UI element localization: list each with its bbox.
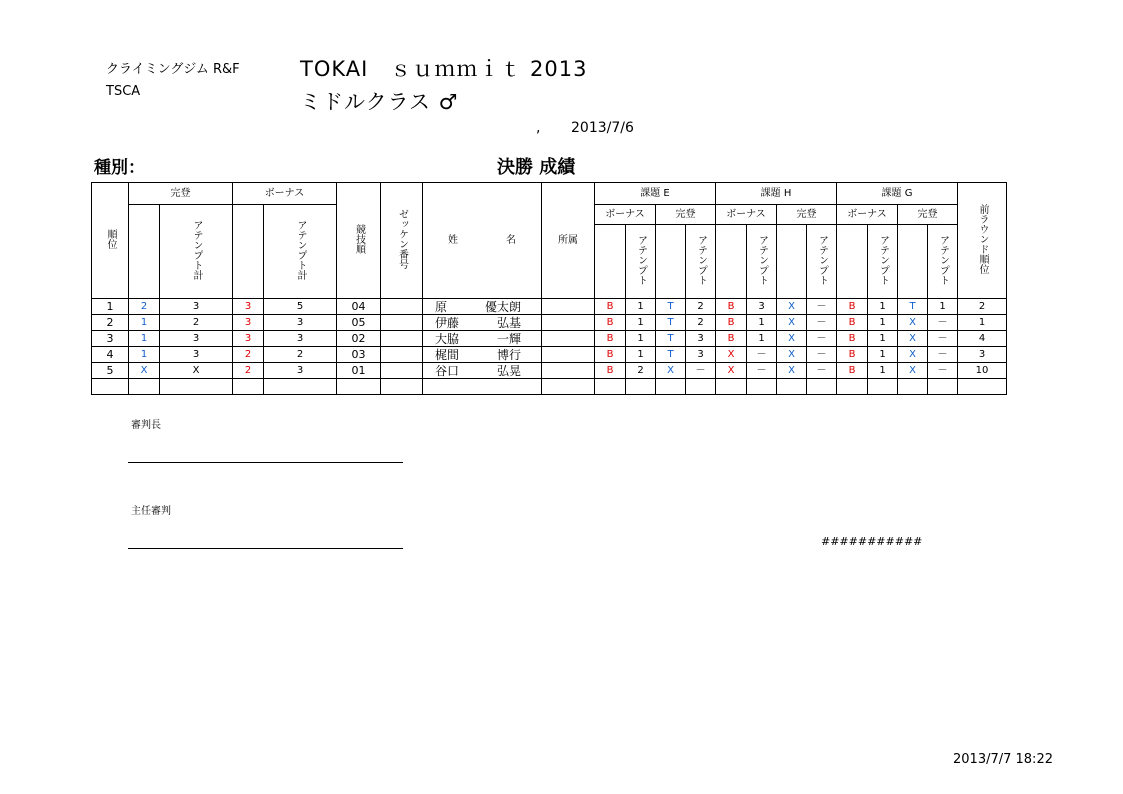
surname: 原 [435, 299, 448, 314]
h-top-mark-cell: X [777, 347, 807, 363]
g-top-mark-header [898, 225, 928, 299]
rank-cell: 3 [92, 331, 129, 347]
order-cell: 02 [337, 331, 381, 347]
h-bonus-attempt-header: アテンプト [747, 225, 777, 299]
g-top-mark-cell: X [898, 331, 928, 347]
h-bonus-mark-cell: B [716, 331, 747, 347]
affiliation-cell [542, 299, 595, 315]
order-cell: 04 [337, 299, 381, 315]
order-cell: 03 [337, 347, 381, 363]
h-top-mark-header [777, 225, 807, 299]
name-header: 姓 名 [423, 183, 542, 299]
surname: 梶間 [435, 347, 460, 362]
g-bonus-mark-cell: B [837, 363, 868, 379]
bonus-count-cell: 3 [233, 315, 264, 331]
bonus-count-header [233, 205, 264, 299]
org-name: クライミングジム R&F [106, 62, 240, 77]
athlete-name-cell [423, 363, 542, 379]
h-top-attempt-cell: － [807, 315, 837, 331]
empty-cell [868, 379, 898, 395]
affiliation-cell [542, 363, 595, 379]
bib-cell [381, 347, 423, 363]
prev-rank-header: 前ラウンド順位 [958, 183, 1007, 299]
top-attempt-cell: 3 [160, 331, 233, 347]
affiliation-cell [542, 331, 595, 347]
given-name: 一輝 [496, 331, 521, 346]
h-bonus-mark-cell: X [716, 347, 747, 363]
h-top-mark-cell: X [777, 315, 807, 331]
event-title: TOKAI ｓｕｍｍｉｔ 2013 [300, 57, 588, 81]
top-header: 完登 [129, 183, 233, 205]
prev-rank-cell: 2 [958, 299, 1007, 315]
e-bonus-attempt-cell: 2 [626, 363, 656, 379]
g-top-mark-cell: T [898, 299, 928, 315]
top-attempt-header: アテンプト計 [160, 205, 233, 299]
rank-cell: 4 [92, 347, 129, 363]
result-title: 決勝 成績 [497, 157, 576, 178]
h-bonus-attempt-cell: 1 [747, 331, 777, 347]
h-bonus-mark-cell: B [716, 299, 747, 315]
table-row [92, 299, 1007, 315]
e-top-mark-cell: T [656, 347, 686, 363]
h-top-mark-cell: X [777, 331, 807, 347]
affiliation-header: 所属 [542, 183, 595, 299]
prev-rank-cell: 10 [958, 363, 1007, 379]
empty-cell [777, 379, 807, 395]
bib-cell [381, 363, 423, 379]
chief-judge-signature-line [128, 548, 403, 549]
affiliation-cell [542, 315, 595, 331]
e-top-header: 完登 [656, 205, 716, 225]
h-bonus-attempt-cell: － [747, 347, 777, 363]
h-top-header: 完登 [777, 205, 837, 225]
e-top-mark-header [656, 225, 686, 299]
g-top-header: 完登 [898, 205, 958, 225]
org-abbr: TSCA [106, 84, 141, 99]
e-top-attempt-header: アテンプト [686, 225, 716, 299]
h-bonus-mark-cell: B [716, 315, 747, 331]
g-bonus-mark-cell: B [837, 315, 868, 331]
affiliation-cell [542, 347, 595, 363]
e-bonus-mark-cell: B [595, 315, 626, 331]
e-bonus-attempt-cell: 1 [626, 299, 656, 315]
e-top-attempt-cell: 2 [686, 299, 716, 315]
table-row [92, 347, 1007, 363]
g-top-attempt-cell: 1 [928, 299, 958, 315]
e-top-mark-cell: T [656, 315, 686, 331]
h-top-attempt-header: アテンプト [807, 225, 837, 299]
bonus-count-cell: 3 [233, 299, 264, 315]
bib-header: ゼッケン番号 [381, 183, 423, 299]
results-table [91, 182, 1007, 395]
bonus-attempt-cell: 3 [264, 331, 337, 347]
top-count-cell: 1 [129, 315, 160, 331]
h-top-mark-cell: X [777, 363, 807, 379]
empty-cell [129, 379, 160, 395]
g-bonus-header: ボーナス [837, 205, 898, 225]
overflow-cell: ########### [821, 535, 923, 548]
empty-cell [423, 379, 542, 395]
e-top-attempt-cell: － [686, 363, 716, 379]
e-top-attempt-cell: 3 [686, 347, 716, 363]
given-name: 弘晃 [496, 363, 521, 378]
prev-rank-cell: 1 [958, 315, 1007, 331]
g-top-attempt-cell: － [928, 331, 958, 347]
g-top-attempt-cell: － [928, 315, 958, 331]
top-count-cell: X [129, 363, 160, 379]
top-attempt-cell: 3 [160, 347, 233, 363]
athlete-name-cell [423, 331, 542, 347]
table-row [92, 363, 1007, 379]
bonus-count-cell: 2 [233, 363, 264, 379]
e-bonus-mark-cell: B [595, 363, 626, 379]
athlete-name-cell [423, 315, 542, 331]
rank-cell: 1 [92, 299, 129, 315]
head-judge-signature-line [128, 462, 403, 463]
bib-cell [381, 331, 423, 347]
top-attempt-cell: 3 [160, 299, 233, 315]
g-top-mark-cell: X [898, 315, 928, 331]
rank-cell: 2 [92, 315, 129, 331]
top-attempt-cell: 2 [160, 315, 233, 331]
g-bonus-mark-cell: B [837, 347, 868, 363]
prev-rank-cell: 3 [958, 347, 1007, 363]
empty-cell [716, 379, 747, 395]
e-bonus-attempt-cell: 1 [626, 315, 656, 331]
category-label: 種別： [94, 158, 145, 178]
h-bonus-mark-cell: X [716, 363, 747, 379]
class-title: ミドルクラス ♂ [300, 90, 459, 114]
empty-cell [656, 379, 686, 395]
g-bonus-mark-cell: B [837, 299, 868, 315]
given-name: 博行 [496, 347, 521, 362]
e-bonus-attempt-cell: 1 [626, 331, 656, 347]
h-bonus-attempt-cell: 1 [747, 315, 777, 331]
g-top-attempt-cell: － [928, 347, 958, 363]
h-bonus-attempt-cell: 3 [747, 299, 777, 315]
empty-cell [92, 379, 129, 395]
e-bonus-attempt-header: アテンプト [626, 225, 656, 299]
empty-cell [626, 379, 656, 395]
bonus-attempt-cell: 5 [264, 299, 337, 315]
g-top-attempt-cell: － [928, 363, 958, 379]
print-timestamp: 2013/7/7 18:22 [953, 752, 1053, 767]
bonus-attempt-cell: 3 [264, 315, 337, 331]
e-top-mark-cell: T [656, 331, 686, 347]
given-name: 弘基 [496, 315, 521, 330]
e-top-attempt-cell: 3 [686, 331, 716, 347]
bonus-attempt-header: アテンプト計 [264, 205, 337, 299]
empty-cell [595, 379, 626, 395]
empty-cell [898, 379, 928, 395]
e-bonus-mark-header [595, 225, 626, 299]
g-bonus-attempt-header: アテンプト [868, 225, 898, 299]
rank-cell: 5 [92, 363, 129, 379]
order-cell: 05 [337, 315, 381, 331]
empty-cell [747, 379, 777, 395]
surname: 谷口 [435, 363, 460, 378]
empty-cell [337, 379, 381, 395]
empty-cell [807, 379, 837, 395]
g-bonus-attempt-cell: 1 [868, 315, 898, 331]
bib-cell [381, 315, 423, 331]
h-top-mark-cell: X [777, 299, 807, 315]
empty-cell [264, 379, 337, 395]
problem-g-header: 課題 G [837, 183, 958, 205]
g-top-attempt-header: アテンプト [928, 225, 958, 299]
g-bonus-attempt-cell: 1 [868, 299, 898, 315]
e-top-mark-cell: T [656, 299, 686, 315]
empty-cell [381, 379, 423, 395]
bonus-count-cell: 2 [233, 347, 264, 363]
athlete-name-cell [423, 299, 542, 315]
h-top-attempt-cell: － [807, 347, 837, 363]
empty-cell [928, 379, 958, 395]
given-name: 優太朗 [484, 299, 521, 314]
h-bonus-header: ボーナス [716, 205, 777, 225]
g-bonus-mark-cell: B [837, 331, 868, 347]
g-bonus-attempt-cell: 1 [868, 347, 898, 363]
empty-cell [958, 379, 1007, 395]
empty-cell [160, 379, 233, 395]
order-header: 競技順 [337, 183, 381, 299]
top-count-header [129, 205, 160, 299]
surname: 伊藤 [435, 315, 460, 330]
order-cell: 01 [337, 363, 381, 379]
g-bonus-attempt-cell: 1 [868, 363, 898, 379]
e-top-mark-cell: X [656, 363, 686, 379]
e-bonus-mark-cell: B [595, 299, 626, 315]
g-bonus-mark-header [837, 225, 868, 299]
top-attempt-cell: X [160, 363, 233, 379]
empty-cell [837, 379, 868, 395]
chief-judge-label: 主任審判 [131, 506, 171, 517]
h-top-attempt-cell: － [807, 363, 837, 379]
empty-cell [233, 379, 264, 395]
e-bonus-header: ボーナス [595, 205, 656, 225]
rank-header: 順位 [92, 183, 129, 299]
head-judge-label: 審判長 [131, 420, 161, 431]
top-count-cell: 2 [129, 299, 160, 315]
top-count-cell: 1 [129, 331, 160, 347]
prev-rank-cell: 4 [958, 331, 1007, 347]
bonus-count-cell: 3 [233, 331, 264, 347]
bib-cell [381, 299, 423, 315]
event-date: 2013/7/6 [571, 120, 634, 136]
empty-cell [686, 379, 716, 395]
bonus-attempt-cell: 2 [264, 347, 337, 363]
g-top-mark-cell: X [898, 363, 928, 379]
h-bonus-attempt-cell: － [747, 363, 777, 379]
bonus-header: ボーナス [233, 183, 337, 205]
g-bonus-attempt-cell: 1 [868, 331, 898, 347]
date-prefix: , [536, 120, 541, 136]
bonus-attempt-cell: 3 [264, 363, 337, 379]
h-bonus-mark-header [716, 225, 747, 299]
table-row [92, 331, 1007, 347]
g-top-mark-cell: X [898, 347, 928, 363]
table-row [92, 315, 1007, 331]
top-count-cell: 1 [129, 347, 160, 363]
athlete-name-cell [423, 347, 542, 363]
empty-cell [542, 379, 595, 395]
problem-e-header: 課題 E [595, 183, 716, 205]
e-bonus-attempt-cell: 1 [626, 347, 656, 363]
h-top-attempt-cell: － [807, 299, 837, 315]
h-top-attempt-cell: － [807, 331, 837, 347]
table-row-empty [92, 379, 1007, 395]
e-bonus-mark-cell: B [595, 347, 626, 363]
problem-h-header: 課題 H [716, 183, 837, 205]
surname: 大脇 [435, 331, 460, 346]
e-bonus-mark-cell: B [595, 331, 626, 347]
e-top-attempt-cell: 2 [686, 315, 716, 331]
